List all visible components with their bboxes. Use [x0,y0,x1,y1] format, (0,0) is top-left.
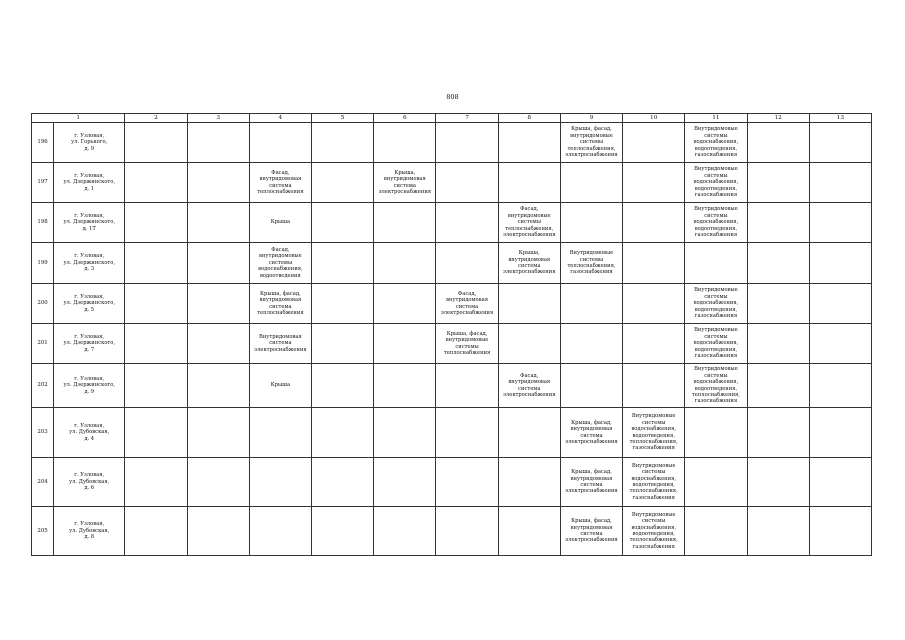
col-5-cell [312,203,374,243]
row-number-cell [32,507,54,556]
col-9-cell [560,243,622,284]
col-2-cell [125,284,187,324]
col-5-cell [312,123,374,163]
col-6-cell [374,123,436,163]
col-10-text: Внутридомовые системы водоснабжения, водоотведения, теплоснабжения, газоснабжения [629,511,678,550]
column-header-8: 8 [498,114,560,123]
col-11-text: Внутридомовые системы водоснабжения, водоотведения, газоснабжения [693,327,739,360]
row-number-text: 196 [37,139,48,146]
col-12-cell [747,507,809,556]
row-number-cell [32,243,54,284]
col-4-text: Внутридомовая система электроснабжения [254,333,307,353]
col-9-cell [560,284,622,324]
row-number-text: 199 [37,259,48,266]
address-text: г. Узловая, ул. Дзержинского, д. 9 [63,375,115,395]
col-7-text: Крыша, фасад, внутридомовые системы теплоснабжения [443,330,491,356]
col-7-cell [436,408,498,458]
col-2-cell [125,203,187,243]
col-12-cell [747,123,809,163]
col-10-cell [623,458,685,507]
col-13-cell [809,284,871,324]
col-7-cell [436,507,498,556]
col-12-cell [747,408,809,458]
col-10-cell [623,507,685,556]
col-12-cell [747,364,809,408]
col-7-cell [436,324,498,364]
col-7-cell [436,203,498,243]
table-row [32,507,872,556]
col-4-text: Крыша, фасад, внутридомовая система теплоснабжения [257,290,304,316]
col-11-text: Внутридомовые системы водоснабжения, водоотведения, газоснабжения [693,126,739,159]
col-7-cell [436,243,498,284]
col-8-text: Крыша, внутридомовая система электроснабжения [503,250,556,276]
column-header-3: 3 [187,114,249,123]
col-4-cell [249,324,311,364]
col-3-cell [187,123,249,163]
col-9-cell [560,458,622,507]
address-cell [54,364,125,408]
col-13-cell [809,458,871,507]
col-9-cell [560,364,622,408]
col-3-cell [187,203,249,243]
row-number-cell [32,408,54,458]
table-body [32,123,872,556]
address-cell [54,408,125,458]
col-8-text: Фасад, внутридомовая система электроснабжения [503,372,556,398]
col-11-text: Внутридомовые системы водоснабжения, водоотведения, газоснабжения [693,166,739,199]
table-row [32,163,872,203]
col-8-cell [498,284,560,324]
col-4-text: Фасад, внутридомовая система теплоснабжения [257,169,304,195]
col-8-cell [498,243,560,284]
col-2-cell [125,123,187,163]
col-7-text: Фасад, внутридомовая система электроснабжения [440,290,494,316]
address-cell [54,163,125,203]
table-row [32,123,872,163]
row-number-text: 205 [37,527,48,534]
column-header-5: 5 [312,114,374,123]
col-6-cell [374,243,436,284]
col-3-cell [187,507,249,556]
col-3-cell [187,243,249,284]
address-text: г. Узловая, ул. Дзержинского, д. 1 [63,172,115,192]
address-cell [54,324,125,364]
col-5-cell [312,458,374,507]
col-13-cell [809,507,871,556]
col-7-cell [436,123,498,163]
col-6-cell [374,324,436,364]
col-5-cell [312,507,374,556]
address-text: г. Узловая, ул. Дзержинского, д. 3 [63,253,115,273]
col-4-cell [249,408,311,458]
col-6-cell [374,163,436,203]
col-11-cell [685,458,747,507]
col-11-text: Внутридомовые системы водоснабжения, водоотведения, газоснабжения [693,206,739,239]
table-row [32,284,872,324]
col-13-cell [809,408,871,458]
col-11-cell [685,243,747,284]
col-4-cell [249,123,311,163]
col-6-cell [374,507,436,556]
col-12-cell [747,163,809,203]
col-5-cell [312,324,374,364]
table-header-row [32,114,872,123]
col-11-cell [685,408,747,458]
col-8-cell [498,163,560,203]
col-11-text: Внутридомовые системы водоснабжения, водоотведения, теплоснабжения, газоснабжения [691,366,740,405]
col-9-cell [560,123,622,163]
col-10-cell [623,203,685,243]
col-11-cell [685,507,747,556]
col-2-cell [125,243,187,284]
address-text: г. Узловая, ул. Дубовская, д. 6 [69,472,110,492]
col-11-cell [685,284,747,324]
col-13-cell [809,123,871,163]
col-10-text: Внутридомовые системы водоснабжения, водоотведения, теплоснабжения, газоснабжения [629,462,678,501]
col-9-text: Крыша, фасад, внутридомовая система электроснабжения [565,419,618,445]
col-4-cell [249,507,311,556]
col-12-cell [747,324,809,364]
address-cell [54,507,125,556]
table-row [32,324,872,364]
address-cell [54,284,125,324]
col-5-cell [312,408,374,458]
address-text: г. Узловая, ул. Дзержинского, д. 5 [63,293,115,313]
col-12-cell [747,243,809,284]
col-10-cell [623,163,685,203]
column-header-9: 9 [560,114,622,123]
col-9-text: Крыша, фасад, внутридомовая система электроснабжения [565,469,618,495]
col-3-cell [187,163,249,203]
col-3-cell [187,284,249,324]
address-text: г. Узловая, ул. Дзержинского, д. 1Т [63,212,115,232]
table-row [32,203,872,243]
col-8-text: Фасад, внутридомовые системы теплоснабжения, электроснабжения [503,206,556,239]
col-8-cell [498,203,560,243]
col-13-cell [809,163,871,203]
column-header-1: 1 [32,114,125,123]
col-2-cell [125,324,187,364]
row-number-cell [32,284,54,324]
table-row [32,408,872,458]
row-number-text: 202 [37,382,48,389]
col-11-cell [685,163,747,203]
column-header-6: 6 [374,114,436,123]
address-text: г. Узловая, ул. Горького, д. 9 [71,132,108,152]
col-4-text: Фасад, внутридомовые системы водоснабжения, водоотведения [258,246,303,279]
column-header-11: 11 [685,114,747,123]
col-10-cell [623,408,685,458]
col-11-text: Внутридомовые системы водоснабжения, водоотведения, газоснабжения [693,287,739,320]
col-9-cell [560,324,622,364]
address-text: г. Узловая, ул. Дзержинского, д. 7 [63,333,115,353]
repair-schedule-table [31,113,872,556]
col-9-text: Крыша, фасад, внутридомовые системы теплоснабжения, электроснабжения [565,126,618,159]
col-9-text: Внутридомовые системы теплоснабжения, газоснабжения [567,250,616,276]
row-number-text: 204 [37,478,48,485]
col-8-cell [498,123,560,163]
column-header-4: 4 [249,114,311,123]
col-9-cell [560,163,622,203]
col-6-cell [374,458,436,507]
col-4-text: Крыша [270,219,291,226]
address-cell [54,123,125,163]
table-row [32,243,872,284]
col-8-cell [498,507,560,556]
row-number-text: 203 [37,429,48,436]
col-6-cell [374,364,436,408]
col-5-cell [312,163,374,203]
col-4-cell [249,364,311,408]
col-10-cell [623,364,685,408]
column-header-13: 13 [809,114,871,123]
col-9-cell [560,203,622,243]
col-13-cell [809,203,871,243]
address-text: г. Узловая, ул. Дубовская, д. 4 [69,422,110,442]
col-13-cell [809,243,871,284]
col-8-cell [498,364,560,408]
row-number-cell [32,364,54,408]
col-10-text: Внутридомовые системы водоснабжения, водоотведения, теплоснабжения, газоснабжения [629,413,678,452]
address-text: г. Узловая, ул. Дубовская, д. 8 [69,521,110,541]
page-number: 808 [446,93,459,101]
col-12-cell [747,284,809,324]
table-row [32,364,872,408]
col-4-text: Крыша [270,382,291,389]
col-13-cell [809,324,871,364]
col-3-cell [187,458,249,507]
address-cell [54,243,125,284]
col-2-cell [125,163,187,203]
col-9-cell [560,507,622,556]
row-number-text: 197 [37,179,48,186]
row-number-cell [32,324,54,364]
col-7-cell [436,163,498,203]
row-number-text: 198 [37,219,48,226]
row-number-cell [32,458,54,507]
col-5-cell [312,364,374,408]
col-10-cell [623,284,685,324]
col-4-cell [249,243,311,284]
col-7-cell [436,284,498,324]
column-header-2: 2 [125,114,187,123]
col-12-cell [747,458,809,507]
address-cell [54,203,125,243]
col-13-cell [809,364,871,408]
col-2-cell [125,364,187,408]
col-4-cell [249,458,311,507]
col-3-cell [187,408,249,458]
column-header-12: 12 [747,114,809,123]
col-8-cell [498,408,560,458]
col-3-cell [187,364,249,408]
address-cell [54,458,125,507]
col-8-cell [498,458,560,507]
col-4-cell [249,203,311,243]
column-header-10: 10 [623,114,685,123]
col-5-cell [312,284,374,324]
col-11-cell [685,324,747,364]
col-10-cell [623,243,685,284]
row-number-cell [32,163,54,203]
col-8-cell [498,324,560,364]
column-header-7: 7 [436,114,498,123]
col-7-cell [436,458,498,507]
col-4-cell [249,284,311,324]
col-10-cell [623,324,685,364]
row-number-cell [32,203,54,243]
col-7-cell [436,364,498,408]
col-3-cell [187,324,249,364]
col-6-cell [374,284,436,324]
col-2-cell [125,408,187,458]
col-11-cell [685,123,747,163]
col-6-text: Крыша, внутридомовая система электроснабжения [378,169,432,195]
col-6-cell [374,203,436,243]
col-4-cell [249,163,311,203]
row-number-text: 201 [37,340,48,347]
row-number-cell [32,123,54,163]
col-5-cell [312,243,374,284]
row-number-text: 200 [37,300,48,307]
col-11-cell [685,364,747,408]
col-9-cell [560,408,622,458]
col-2-cell [125,458,187,507]
col-9-text: Крыша, фасад, внутридомовая система электроснабжения [565,518,618,544]
col-2-cell [125,507,187,556]
col-10-cell [623,123,685,163]
col-12-cell [747,203,809,243]
table-row [32,458,872,507]
col-11-cell [685,203,747,243]
col-6-cell [374,408,436,458]
